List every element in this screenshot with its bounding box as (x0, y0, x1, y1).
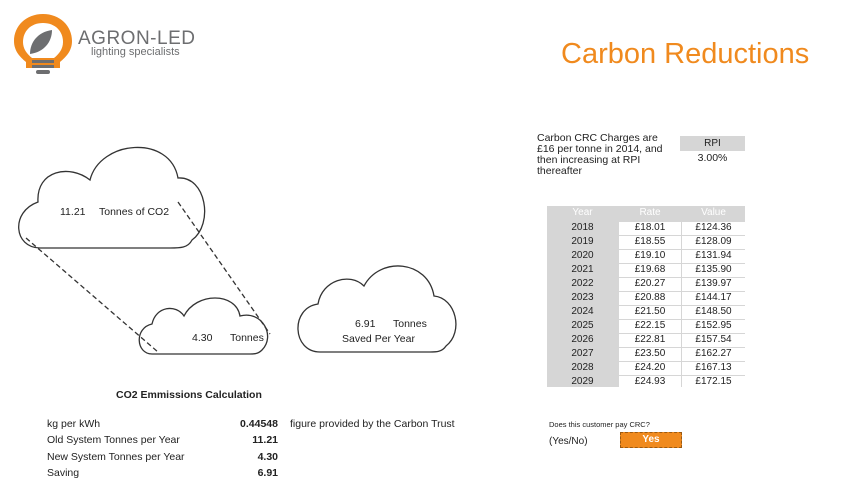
crc-hint: (Yes/No) (549, 436, 588, 447)
rpi-header: RPI (680, 136, 745, 151)
table-row (547, 361, 745, 375)
table-cell-rate: £21.50 (619, 306, 681, 319)
calc-row-old-system (47, 434, 477, 450)
table-cell-year: 2028 (571, 362, 594, 373)
calc-label: Saving (47, 467, 80, 479)
table-cell-year: 2019 (571, 236, 594, 247)
table-cell-year: 2027 (571, 348, 594, 359)
saved-cloud-sublabel: Saved Per Year (342, 333, 415, 345)
table-cell-value: £167.13 (682, 362, 745, 375)
table-row (547, 277, 745, 291)
calc-value: 6.91 (257, 467, 278, 479)
table-cell-year: 2021 (571, 264, 594, 275)
calc-value: 4.30 (257, 451, 278, 463)
calc-value: 0.44548 (240, 418, 278, 430)
saved-cloud-value: 6.91 (355, 318, 376, 330)
table-cell-year: 2023 (571, 292, 594, 303)
table-row (547, 291, 745, 305)
calc-value: 11.21 (252, 434, 278, 446)
table-cell-value: £128.09 (682, 236, 745, 249)
old-cloud-value: 11.21 (60, 206, 86, 218)
table-cell-rate: £24.93 (619, 376, 681, 389)
table-cell-rate: £18.01 (619, 222, 681, 235)
calculation-title: CO2 Emmissions Calculation (116, 389, 262, 401)
table-cell-rate: £22.15 (619, 320, 681, 333)
table-cell-year: 2025 (571, 320, 594, 331)
rpi-value[interactable]: 3.00% (697, 152, 728, 164)
table-row (547, 375, 745, 389)
old-cloud-label: Tonnes of CO2 (99, 206, 170, 218)
table-cell-year: 2020 (571, 250, 594, 261)
table-cell-rate: £19.68 (619, 264, 681, 277)
table-cell-year: 2026 (571, 334, 594, 345)
table-cell-value: £172.15 (682, 376, 745, 389)
table-cell-year: 2024 (571, 306, 594, 317)
calc-label: New System Tonnes per Year (47, 451, 185, 463)
table-cell-rate: £22.81 (619, 334, 681, 347)
table-row (547, 319, 745, 333)
old-system-cloud (19, 147, 205, 248)
table-cell-rate: £23.50 (619, 348, 681, 361)
table-row (547, 347, 745, 361)
crc-question: Does this customer pay CRC? (549, 420, 650, 429)
crc-answer-select[interactable]: Yes (620, 432, 682, 448)
table-cell-value: £148.50 (682, 306, 745, 319)
table-row (547, 263, 745, 277)
calc-label: kg per kWh (47, 418, 101, 430)
lightbulb-leaf-icon (8, 10, 78, 76)
table-cell-rate: £18.55 (619, 236, 681, 249)
new-cloud-label: Tonnes (230, 332, 264, 344)
table-cell-rate: £20.27 (619, 278, 681, 291)
calc-row-saving (47, 467, 477, 483)
table-row (547, 249, 745, 263)
table-header-row (547, 206, 745, 220)
table-cell-value: £135.90 (682, 264, 745, 277)
table-cell-value: £162.27 (682, 348, 745, 361)
table-cell-value: £131.94 (682, 250, 745, 263)
table-cell-value: £157.54 (682, 334, 745, 347)
saved-cloud-label: Tonnes (393, 318, 427, 330)
table-row (547, 305, 745, 319)
brand-tagline: lighting specialists (91, 46, 180, 58)
table-row (547, 221, 745, 235)
page-title: Carbon Reductions (561, 38, 810, 70)
table-row (547, 333, 745, 347)
new-cloud-value: 4.30 (192, 332, 213, 344)
table-cell-year: 2022 (571, 278, 594, 289)
table-cell-value: £152.95 (682, 320, 745, 333)
table-header-value: Value (701, 207, 726, 218)
table-cell-rate: £20.88 (619, 292, 681, 305)
table-header-rate: Rate (639, 207, 661, 218)
crc-rate-table (547, 206, 745, 387)
table-cell-value: £124.36 (682, 222, 745, 235)
calc-note: figure provided by the Carbon Trust (290, 418, 455, 430)
table-cell-year: 2018 (571, 222, 594, 233)
calc-row-new-system (47, 451, 477, 467)
table-cell-value: £139.97 (682, 278, 745, 291)
table-cell-rate: £19.10 (619, 250, 681, 263)
table-row (547, 235, 745, 249)
table-header-year: Year (572, 207, 593, 218)
crc-description: Carbon CRC Charges are £16 per tonne in 2014, and then increasing at RPI thereafter (537, 132, 663, 177)
calc-label: Old System Tonnes per Year (47, 434, 180, 446)
calc-row-kg-per-kwh (47, 418, 477, 434)
brand-name: AGRON-LED (78, 28, 196, 49)
new-system-cloud (139, 298, 267, 354)
table-cell-year: 2029 (571, 376, 594, 387)
table-cell-value: £144.17 (682, 292, 745, 305)
table-cell-rate: £24.20 (619, 362, 681, 375)
